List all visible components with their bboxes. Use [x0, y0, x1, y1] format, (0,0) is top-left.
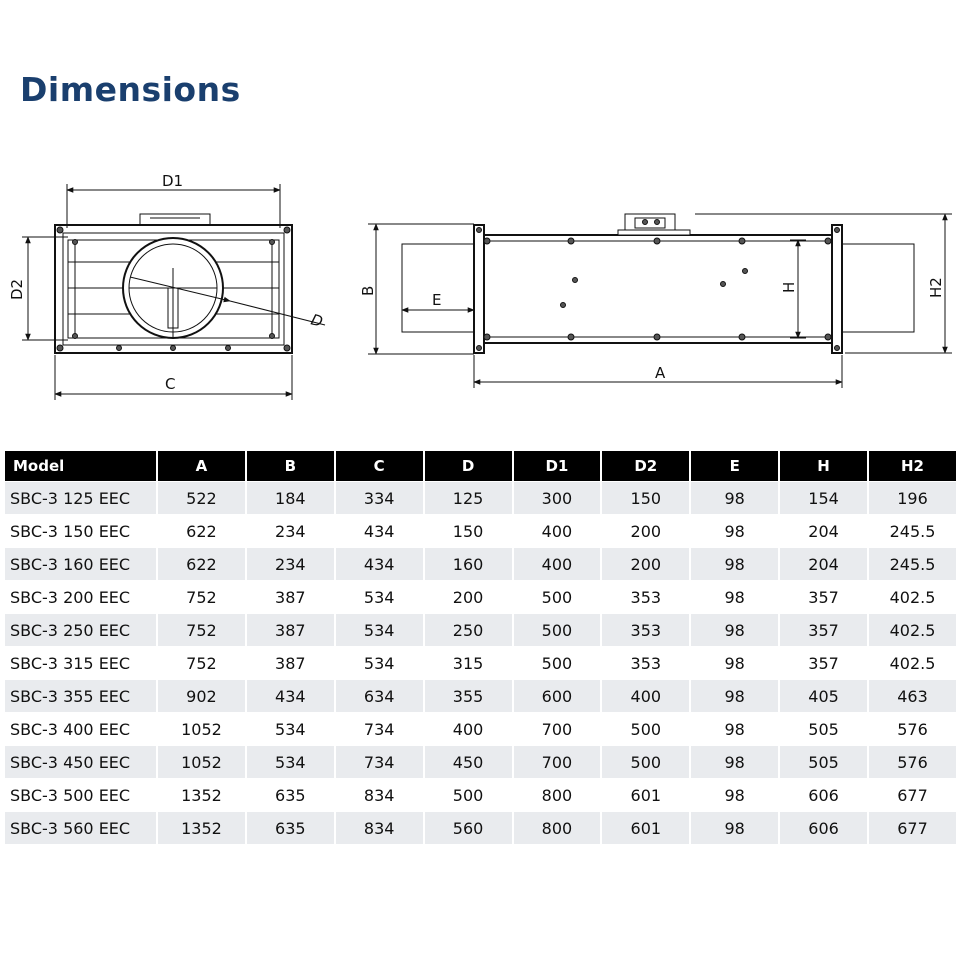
col-header-c: C	[336, 451, 423, 481]
cell-model: SBC-3 125 EEC	[5, 482, 156, 514]
cell-c: 734	[336, 713, 423, 745]
dimension-drawing-svg	[0, 150, 960, 400]
cell-d2: 150	[602, 482, 689, 514]
cell-h2: 402.5	[869, 581, 956, 613]
cell-b: 635	[247, 779, 334, 811]
cell-d: 450	[425, 746, 512, 778]
cell-e: 98	[691, 746, 778, 778]
cell-e: 98	[691, 581, 778, 613]
col-header-h: H	[780, 451, 867, 481]
technical-drawing	[0, 150, 960, 400]
cell-h: 204	[780, 548, 867, 580]
dim-label-d: D	[308, 310, 325, 331]
cell-a: 522	[158, 482, 245, 514]
cell-h2: 245.5	[869, 515, 956, 547]
dimensions-table	[3, 450, 958, 845]
cell-d2: 500	[602, 746, 689, 778]
cell-h: 357	[780, 647, 867, 679]
cell-c: 534	[336, 647, 423, 679]
cell-h2: 576	[869, 746, 956, 778]
front-view	[55, 214, 292, 353]
cell-e: 98	[691, 614, 778, 646]
cell-e: 98	[691, 680, 778, 712]
table-row	[5, 713, 956, 745]
cell-d1: 500	[514, 581, 601, 613]
cell-h2: 402.5	[869, 647, 956, 679]
cell-b: 434	[247, 680, 334, 712]
cell-d1: 400	[514, 515, 601, 547]
table-row	[5, 647, 956, 679]
cell-d2: 400	[602, 680, 689, 712]
cell-h: 505	[780, 746, 867, 778]
cell-d1: 300	[514, 482, 601, 514]
cell-e: 98	[691, 812, 778, 844]
cell-model: SBC-3 200 EEC	[5, 581, 156, 613]
cell-d: 355	[425, 680, 512, 712]
table-row	[5, 515, 956, 547]
cell-a: 752	[158, 581, 245, 613]
cell-h2: 402.5	[869, 614, 956, 646]
cell-d: 200	[425, 581, 512, 613]
cell-b: 387	[247, 647, 334, 679]
cell-d2: 601	[602, 779, 689, 811]
cell-e: 98	[691, 647, 778, 679]
cell-d: 560	[425, 812, 512, 844]
cell-d: 125	[425, 482, 512, 514]
table-row	[5, 746, 956, 778]
cell-b: 387	[247, 581, 334, 613]
cell-h: 204	[780, 515, 867, 547]
table-row	[5, 812, 956, 844]
cell-a: 752	[158, 647, 245, 679]
cell-b: 234	[247, 548, 334, 580]
side-view	[402, 214, 914, 353]
cell-c: 534	[336, 581, 423, 613]
dim-label-h2: H2	[927, 277, 945, 298]
cell-h: 606	[780, 779, 867, 811]
dim-label-c: C	[165, 375, 176, 393]
cell-d2: 200	[602, 515, 689, 547]
cell-a: 622	[158, 515, 245, 547]
cell-a: 902	[158, 680, 245, 712]
table-row	[5, 581, 956, 613]
table-row	[5, 680, 956, 712]
cell-e: 98	[691, 482, 778, 514]
table-body	[5, 482, 956, 844]
dim-label-h: H	[780, 281, 798, 293]
cell-b: 387	[247, 614, 334, 646]
col-header-d: D	[425, 451, 512, 481]
cell-model: SBC-3 315 EEC	[5, 647, 156, 679]
cell-model: SBC-3 400 EEC	[5, 713, 156, 745]
cell-a: 1352	[158, 779, 245, 811]
cell-e: 98	[691, 713, 778, 745]
cell-a: 622	[158, 548, 245, 580]
col-header-d1: D1	[514, 451, 601, 481]
cell-e: 98	[691, 515, 778, 547]
cell-b: 635	[247, 812, 334, 844]
cell-d: 500	[425, 779, 512, 811]
cell-d1: 700	[514, 713, 601, 745]
cell-e: 98	[691, 548, 778, 580]
cell-a: 1352	[158, 812, 245, 844]
cell-c: 834	[336, 779, 423, 811]
cell-d2: 353	[602, 614, 689, 646]
cell-model: SBC-3 355 EEC	[5, 680, 156, 712]
cell-d2: 353	[602, 581, 689, 613]
dim-label-a: A	[655, 364, 666, 382]
cell-c: 334	[336, 482, 423, 514]
cell-d: 400	[425, 713, 512, 745]
col-header-d2: D2	[602, 451, 689, 481]
cell-h2: 677	[869, 812, 956, 844]
dim-label-d1: D1	[162, 172, 184, 190]
cell-d2: 500	[602, 713, 689, 745]
dim-label-e: E	[432, 291, 442, 309]
cell-a: 1052	[158, 713, 245, 745]
cell-d1: 800	[514, 779, 601, 811]
cell-h: 405	[780, 680, 867, 712]
cell-model: SBC-3 500 EEC	[5, 779, 156, 811]
cell-c: 434	[336, 515, 423, 547]
cell-c: 834	[336, 812, 423, 844]
table-row	[5, 482, 956, 514]
cell-c: 634	[336, 680, 423, 712]
col-header-h2: H2	[869, 451, 956, 481]
cell-b: 534	[247, 713, 334, 745]
cell-h2: 196	[869, 482, 956, 514]
cell-h2: 677	[869, 779, 956, 811]
dim-label-d2: D2	[8, 278, 26, 300]
cell-d: 160	[425, 548, 512, 580]
cell-h: 357	[780, 614, 867, 646]
dim-label-b: B	[359, 285, 377, 296]
cell-model: SBC-3 160 EEC	[5, 548, 156, 580]
cell-d2: 601	[602, 812, 689, 844]
cell-d1: 700	[514, 746, 601, 778]
cell-model: SBC-3 450 EEC	[5, 746, 156, 778]
table-header	[5, 451, 956, 481]
cell-d: 250	[425, 614, 512, 646]
cell-h: 606	[780, 812, 867, 844]
cell-a: 752	[158, 614, 245, 646]
cell-c: 434	[336, 548, 423, 580]
col-header-b: B	[247, 451, 334, 481]
cell-e: 98	[691, 779, 778, 811]
cell-a: 1052	[158, 746, 245, 778]
cell-model: SBC-3 250 EEC	[5, 614, 156, 646]
table-row	[5, 779, 956, 811]
cell-d: 150	[425, 515, 512, 547]
cell-h: 154	[780, 482, 867, 514]
cell-b: 534	[247, 746, 334, 778]
page-title: Dimensions	[20, 70, 241, 109]
cell-d1: 500	[514, 647, 601, 679]
cell-d2: 200	[602, 548, 689, 580]
header-row	[5, 451, 956, 481]
cell-b: 184	[247, 482, 334, 514]
cell-model: SBC-3 150 EEC	[5, 515, 156, 547]
cell-d2: 353	[602, 647, 689, 679]
cell-c: 734	[336, 746, 423, 778]
cell-h: 505	[780, 713, 867, 745]
col-header-e: E	[691, 451, 778, 481]
cell-h: 357	[780, 581, 867, 613]
cell-d1: 800	[514, 812, 601, 844]
cell-h2: 463	[869, 680, 956, 712]
cell-d1: 600	[514, 680, 601, 712]
cell-d1: 400	[514, 548, 601, 580]
cell-b: 234	[247, 515, 334, 547]
col-header-model: Model	[5, 451, 156, 481]
cell-d: 315	[425, 647, 512, 679]
cell-model: SBC-3 560 EEC	[5, 812, 156, 844]
cell-d1: 500	[514, 614, 601, 646]
col-header-a: A	[158, 451, 245, 481]
table-row	[5, 548, 956, 580]
table-row	[5, 614, 956, 646]
cell-c: 534	[336, 614, 423, 646]
cell-h2: 576	[869, 713, 956, 745]
cell-h2: 245.5	[869, 548, 956, 580]
